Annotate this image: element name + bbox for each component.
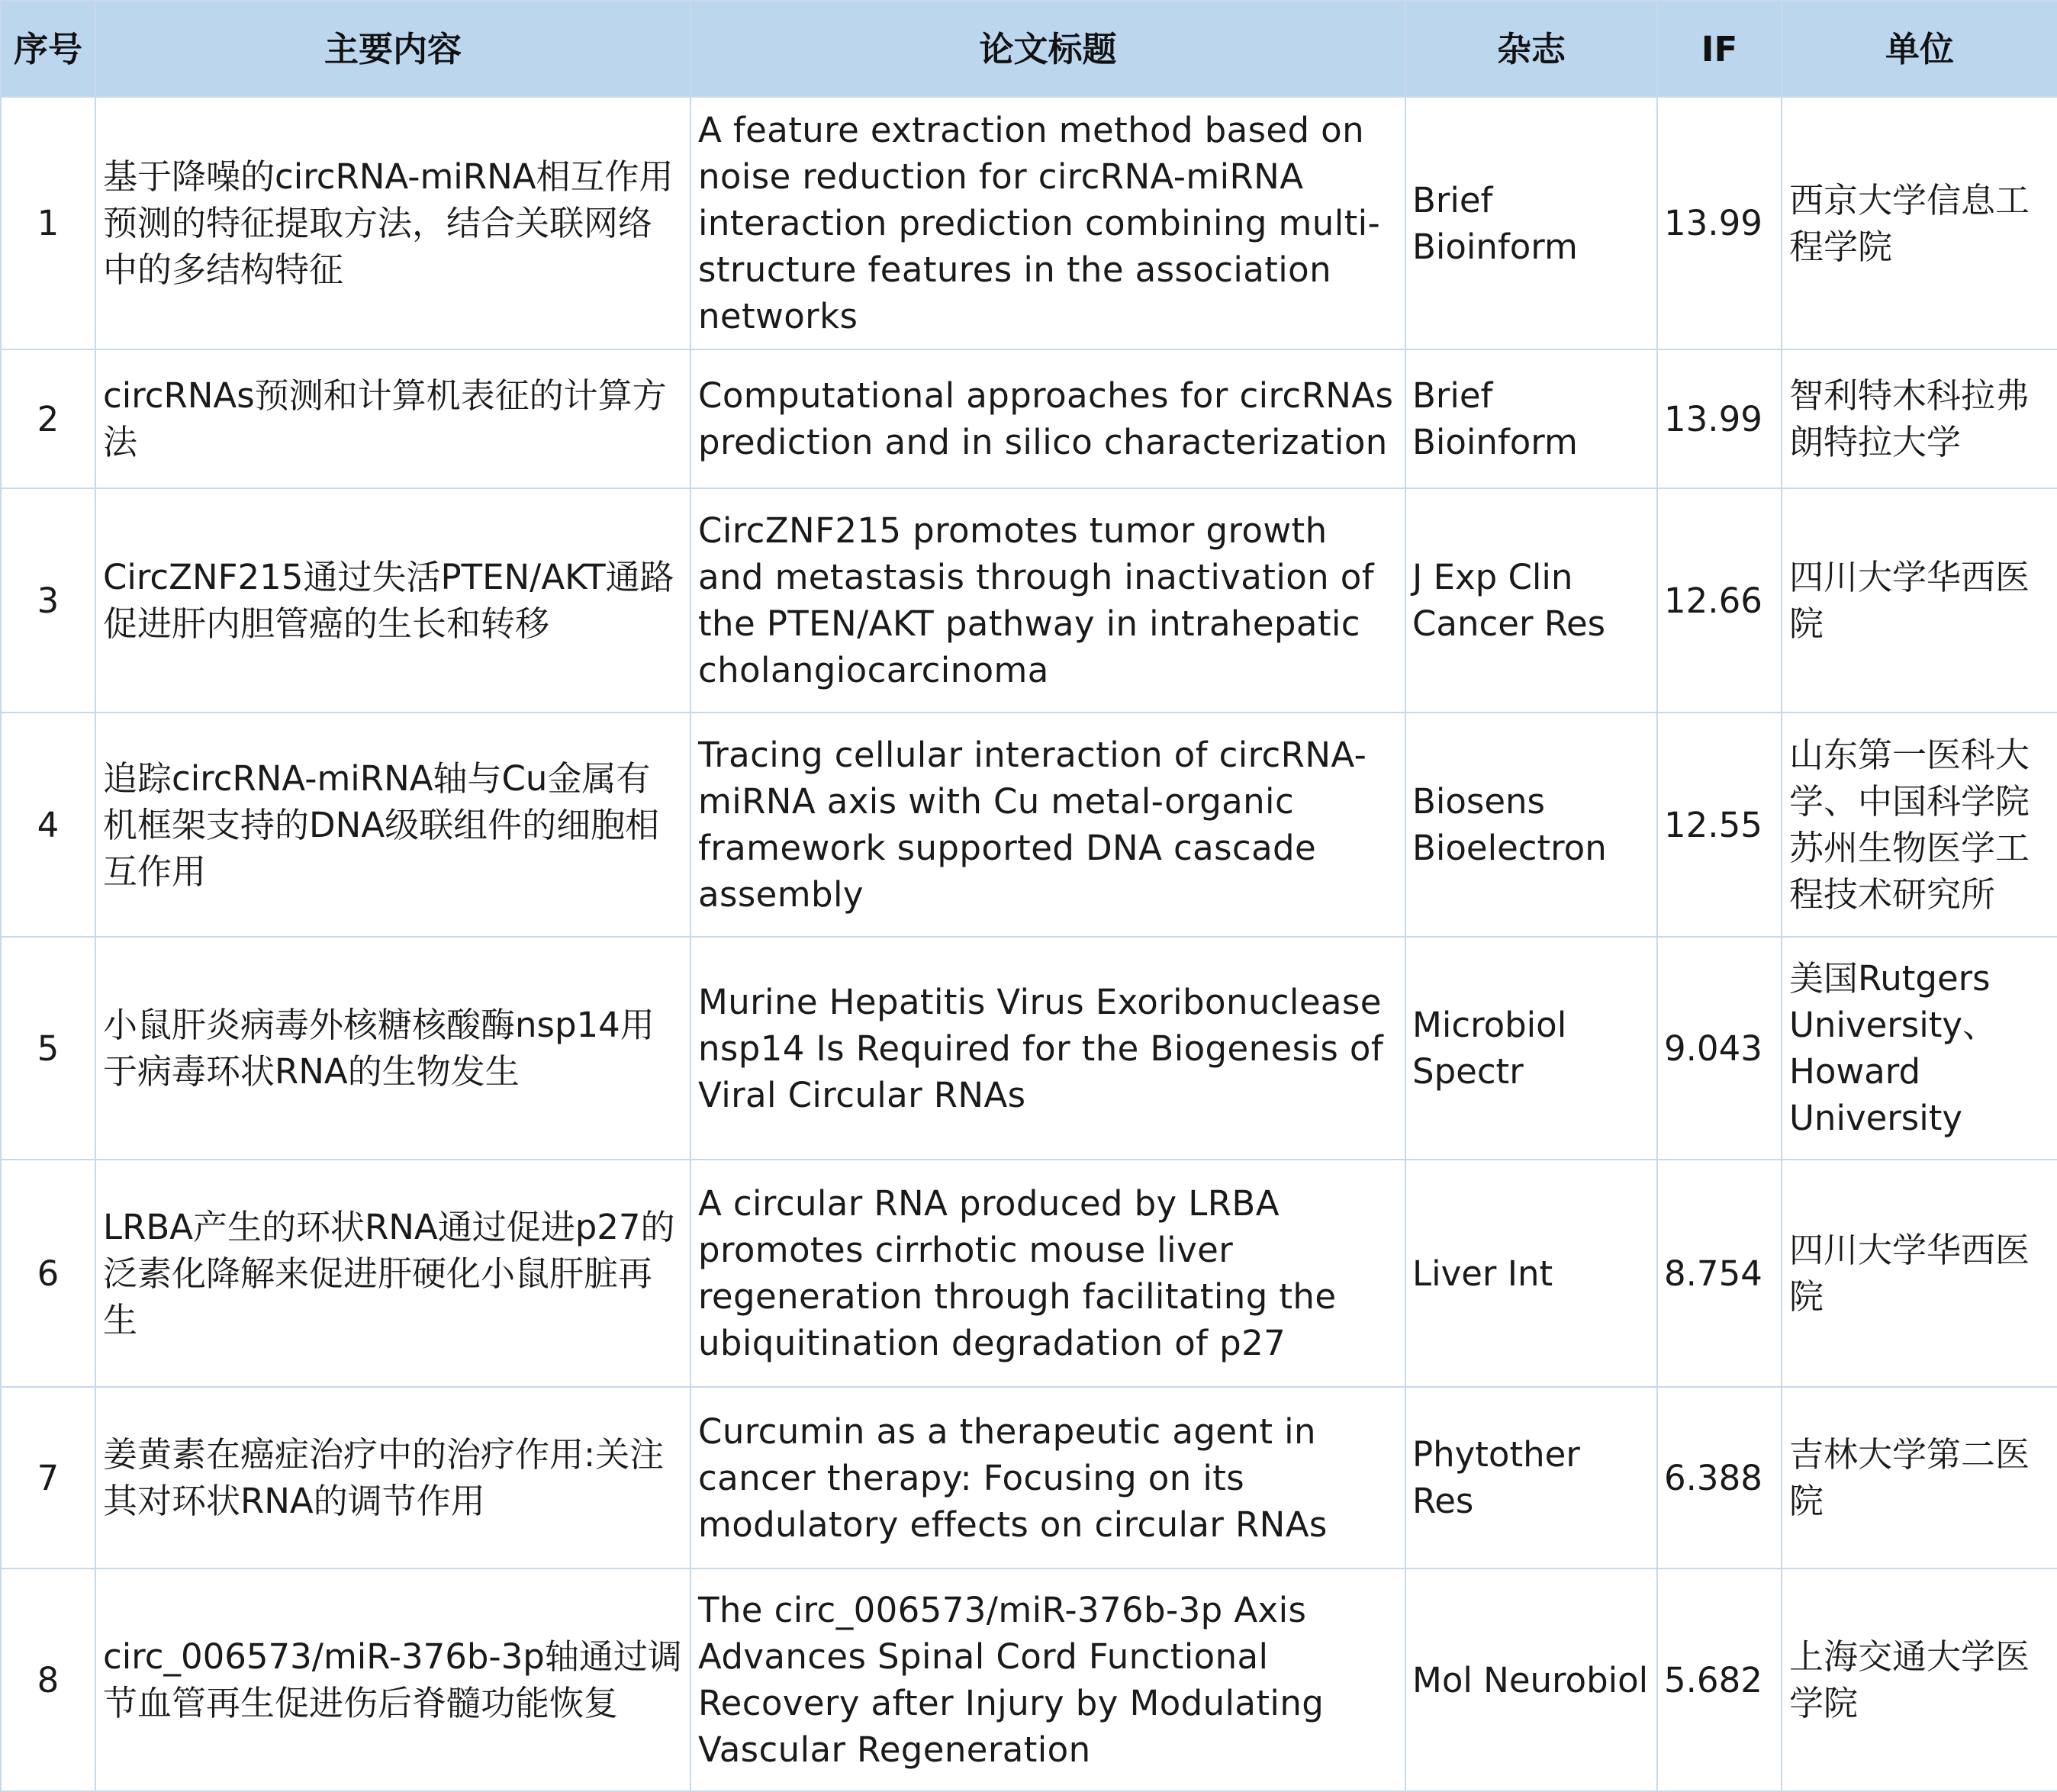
cell-num: 2 <box>1 349 95 488</box>
cell-unit: 美国Rutgers University、Howard University <box>1782 937 2057 1160</box>
header-row <box>1 1 2057 97</box>
cell-title: Computational approaches for circRNAs prediction and in silico characterization <box>690 349 1405 488</box>
cell-content: CircZNF215通过失活PTEN/AKT通路促进肝内胆管癌的生长和转移 <box>95 488 690 713</box>
table-body <box>1 97 2057 1791</box>
cell-if: 12.55 <box>1657 713 1782 937</box>
cell-content: 基于降噪的circRNA-miRNA相互作用预测的特征提取方法，结合关联网络中的多结构特征 <box>95 97 690 349</box>
header-journal: 杂志 <box>1405 1 1657 97</box>
cell-if: 9.043 <box>1657 937 1782 1160</box>
cell-title: Murine Hepatitis Virus Exoribonuclease nsp14 Is Required for the Biogenesis of Viral Circular RNAs <box>690 937 1405 1160</box>
table-row <box>1 97 2057 349</box>
cell-title: A feature extraction method based on noise reduction for circRNA-miRNA interaction prediction combining multi-structure features in the association networks <box>690 97 1405 349</box>
cell-unit: 四川大学华西医院 <box>1782 1160 2057 1387</box>
cell-unit: 西京大学信息工程学院 <box>1782 97 2057 349</box>
table-row <box>1 1568 2057 1791</box>
cell-journal: Biosens Bioelectron <box>1405 713 1657 937</box>
header-if: IF <box>1657 1 1782 97</box>
cell-unit: 吉林大学第二医院 <box>1782 1387 2057 1568</box>
cell-title: A circular RNA produced by LRBA promotes cirrhotic mouse liver regeneration through facilitating the ubiquitination degradation of p27 <box>690 1160 1405 1387</box>
cell-content: LRBA产生的环状RNA通过促进p27的泛素化降解来促进肝硬化小鼠肝脏再生 <box>95 1160 690 1387</box>
table-header <box>1 1 2057 97</box>
cell-content: 姜黄素在癌症治疗中的治疗作用:关注其对环状RNA的调节作用 <box>95 1387 690 1568</box>
cell-journal: Mol Neurobiol <box>1405 1568 1657 1791</box>
cell-unit: 四川大学华西医院 <box>1782 488 2057 713</box>
table-row <box>1 713 2057 937</box>
header-unit: 单位 <box>1782 1 2057 97</box>
cell-num: 6 <box>1 1160 95 1387</box>
cell-title: Curcumin as a therapeutic agent in cancer therapy: Focusing on its modulatory effects on circular RNAs <box>690 1387 1405 1568</box>
cell-journal: Phytother Res <box>1405 1387 1657 1568</box>
cell-if: 13.99 <box>1657 349 1782 488</box>
table-row <box>1 1387 2057 1568</box>
cell-journal: Microbiol Spectr <box>1405 937 1657 1160</box>
cell-content: circRNAs预测和计算机表征的计算方法 <box>95 349 690 488</box>
table-row <box>1 488 2057 713</box>
cell-num: 1 <box>1 97 95 349</box>
table-row <box>1 1160 2057 1387</box>
cell-num: 4 <box>1 713 95 937</box>
cell-unit: 智利特木科拉弗朗特拉大学 <box>1782 349 2057 488</box>
cell-if: 8.754 <box>1657 1160 1782 1387</box>
table-row <box>1 349 2057 488</box>
cell-title: CircZNF215 promotes tumor growth and metastasis through inactivation of the PTEN/AKT pathway in intrahepatic cholangiocarcinoma <box>690 488 1405 713</box>
cell-journal: Brief Bioinform <box>1405 97 1657 349</box>
cell-unit: 上海交通大学医学院 <box>1782 1568 2057 1791</box>
cell-title: Tracing cellular interaction of circRNA-miRNA axis with Cu metal-organic framework supported DNA cascade assembly <box>690 713 1405 937</box>
cell-unit: 山东第一医科大学、中国科学院苏州生物医学工程技术研究所 <box>1782 713 2057 937</box>
cell-num: 8 <box>1 1568 95 1791</box>
cell-num: 5 <box>1 937 95 1160</box>
cell-content: 追踪circRNA-miRNA轴与Cu金属有机框架支持的DNA级联组件的细胞相互作用 <box>95 713 690 937</box>
cell-content: circ_006573/miR-376b-3p轴通过调节血管再生促进伤后脊髓功能恢复 <box>95 1568 690 1791</box>
cell-num: 3 <box>1 488 95 713</box>
cell-if: 6.388 <box>1657 1387 1782 1568</box>
cell-journal: J Exp Clin Cancer Res <box>1405 488 1657 713</box>
cell-journal: Brief Bioinform <box>1405 349 1657 488</box>
cell-content: 小鼠肝炎病毒外核糖核酸酶nsp14用于病毒环状RNA的生物发生 <box>95 937 690 1160</box>
header-content: 主要内容 <box>95 1 690 97</box>
cell-num: 7 <box>1 1387 95 1568</box>
header-num: 序号 <box>1 1 95 97</box>
table-row <box>1 937 2057 1160</box>
header-title: 论文标题 <box>690 1 1405 97</box>
cell-if: 5.682 <box>1657 1568 1782 1791</box>
cell-title: The circ_006573/miR-376b-3p Axis Advances Spinal Cord Functional Recovery after Injury by Modulating Vascular Regeneration <box>690 1568 1405 1791</box>
cell-if: 12.66 <box>1657 488 1782 713</box>
cell-journal: Liver Int <box>1405 1160 1657 1387</box>
cell-if: 13.99 <box>1657 97 1782 349</box>
